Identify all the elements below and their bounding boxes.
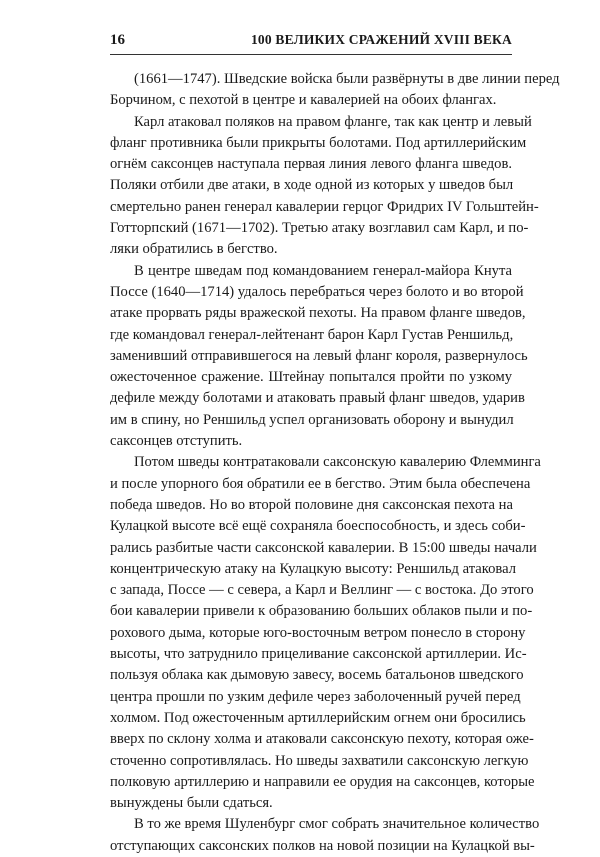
paragraph <box>110 814 540 857</box>
page-number: 16 <box>110 32 125 48</box>
text-line: В то же время Шуленбург смог собрать значительное количество <box>134 816 540 833</box>
text-line: отступающих саксонских полков на новой позиции на Кулацкой вы- <box>110 837 535 854</box>
book-title: 100 ВЕЛИКИХ СРАЖЕНИЙ XVIII ВЕКА <box>250 32 512 47</box>
paragraph <box>110 452 541 814</box>
paragraph <box>110 261 528 453</box>
text-line: рались разбитые части саксонской кавалерии. В 15:00 шведы начали <box>110 539 537 556</box>
text-line: высоты, что затруднило прицеливание саксонской артиллерии. Ис- <box>110 646 527 663</box>
text-line: сточенно сопротивлялась. Но шведы захватили саксонскую легкую <box>110 752 529 769</box>
text-line: победа шведов. Но во второй половине дня саксонская пехота на <box>110 496 513 513</box>
text-line: Карл атаковал поляков на правом фланге, так как центр и левый <box>134 113 532 130</box>
text-line: пользуя облака как дымовую завесу, восемь батальонов шведского <box>110 667 524 684</box>
header-rule <box>110 54 512 55</box>
running-header <box>110 30 512 50</box>
text-line: центра прошли по узким дефиле через заболоченный ручей перед <box>110 688 521 705</box>
text-line: фланг противника были прикрыты болотами. Под артиллерийским <box>110 134 527 151</box>
text-line: вверх по склону холма и атаковали саксонскую пехоту, которая оже- <box>110 731 534 748</box>
text-line: саксонцев отступить. <box>110 433 243 450</box>
text-line: им в спину, но Реншильд успел организовать оборону и вынудил <box>110 411 514 428</box>
text-line: ожесточенное сражение. Штейнау попытался пройти по узкому <box>110 369 512 386</box>
text-line: (1661—1747). Шведские войска были развёрнуты в две линии перед <box>134 71 560 87</box>
text-line: где командовал генерал-лейтенант барон Карл Густав Реншильд, <box>110 326 514 343</box>
body-text <box>110 69 560 857</box>
text-line: ляки обратились в бегство. <box>110 241 278 258</box>
text-line: Кулацкой высоте всё ещё сохраняла боеспособность, и здесь соби- <box>110 518 526 535</box>
text-line: Борчином, с пехотой в центре и кавалерией на обоих флангах. <box>110 92 497 109</box>
text-line: заменивший отправившегося на левый фланг короля, развернулось <box>110 347 528 364</box>
text-line: бои кавалерии привели к образованию больших облаков пыли и по- <box>110 603 533 620</box>
text-line: с запада, Поссе — с севера, а Карл и Веллинг — с востока. До этого <box>110 582 534 599</box>
text-line: смертельно ранен генерал кавалерии герцог Фридрих IV Гольштейн- <box>110 198 539 215</box>
text-line: Поссе (1640—1714) удалось перебраться через болото и во второй <box>110 283 524 300</box>
text-line: холмом. Под ожесточенным артиллерийским огнем они бросились <box>110 709 526 726</box>
text-line: огнём саксонцев наступала первая линия левого фланга шведов. <box>110 156 512 173</box>
text-line: Потом шведы контратаковали саксонскую кавалерию Флемминга <box>134 454 541 471</box>
paragraph <box>110 112 539 261</box>
text-line: Поляки отбили две атаки, в ходе одной из которых у шведов был <box>110 177 514 194</box>
text-line: дефиле между болотами и атаковать правый фланг шведов, ударив <box>110 390 525 407</box>
text-line: вынуждены были сдаться. <box>110 795 273 812</box>
text-line: В центре шведам под командованием генерал-майора Кнута <box>134 262 512 279</box>
text-line: концентрическую атаку на Кулацкую высоту: Реншильд атаковал <box>110 560 517 577</box>
text-line: атаке прорвать ряды вражеской пехоты. На правом фланге шведов, <box>110 305 526 322</box>
text-line: полковую артиллерию и направили ее орудия на саксонцев, которые <box>110 773 535 790</box>
text-line: рохового дыма, которые юго-восточным ветром понесло в сторону <box>110 624 526 641</box>
paragraph <box>110 69 560 112</box>
text-line: и после упорного боя обратили ее в бегство. Этим была обеспечена <box>110 475 531 492</box>
text-line: Готторпский (1671—1702). Третью атаку возглавил сам Карл, и по- <box>110 220 529 237</box>
